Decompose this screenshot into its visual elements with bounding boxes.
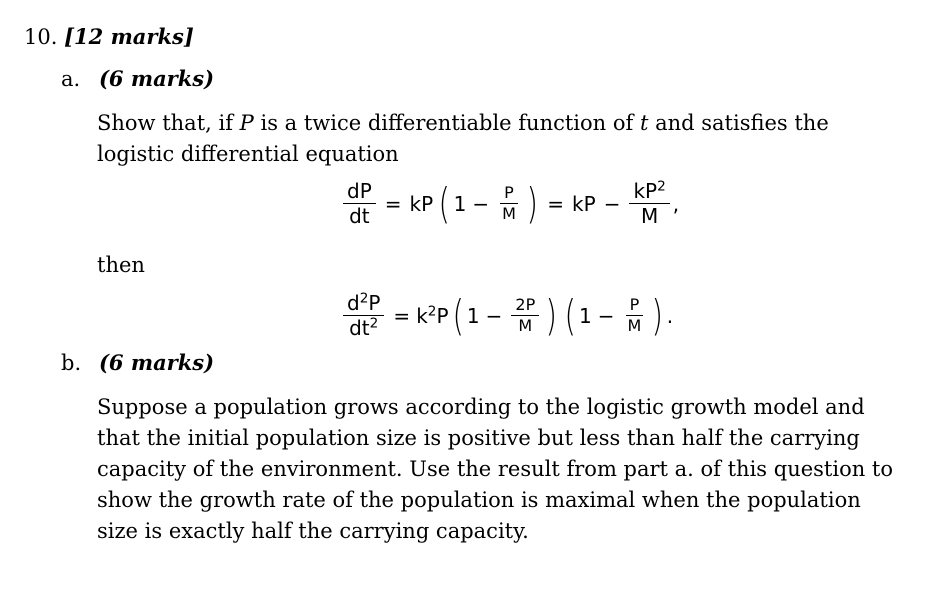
p-symbol: P	[436, 303, 449, 328]
then-word: then	[97, 253, 145, 277]
d-symbol: d	[347, 291, 360, 315]
dp-numerator: dP	[343, 180, 376, 204]
squared-exponent: 2	[657, 178, 666, 195]
d2p-dt2-fraction	[343, 292, 384, 339]
part-b-marks: (6 marks)	[99, 350, 215, 375]
m-denominator: M	[502, 204, 516, 223]
part-a-label	[61, 64, 214, 94]
p-numerator-b: P	[626, 296, 644, 316]
left-paren: (	[438, 178, 451, 228]
kp-base: kP	[633, 179, 658, 203]
d2p-numerator	[343, 292, 384, 316]
question-marks: [12 marks]	[64, 24, 194, 49]
kp2-over-m-fraction	[629, 180, 669, 227]
intro-text-2: is a twice differentiable function of	[253, 111, 640, 135]
dt-exponent: 2	[369, 315, 379, 332]
part-b-text: Suppose a population grows according to the logistic growth model and that the initial population size is positive but less than half the carrying capacity of the environment. Use the result from part a. of this question to show the growth rate of the population is maximal when the population size is exactly half the carrying capacity.	[97, 395, 894, 543]
intro-text-3: and satisfies the logistic differential equation	[97, 111, 829, 166]
left-paren-b: (	[564, 290, 576, 340]
right-paren: )	[526, 178, 538, 228]
left-paren-a: (	[451, 290, 464, 340]
m-denominator-b: M	[627, 316, 642, 335]
period: .	[666, 303, 674, 328]
minus-sign-b: −	[597, 303, 615, 328]
minus-sign-2: −	[603, 191, 621, 216]
one-a: 1	[466, 303, 480, 328]
part-b-letter: b.	[61, 351, 82, 375]
right-paren-a: )	[545, 290, 558, 340]
equals-sign: =	[384, 191, 402, 216]
p-over-m-fraction-b	[624, 296, 646, 335]
kp2-numerator	[629, 180, 669, 204]
comma: ,	[672, 191, 680, 216]
minus-sign-a: −	[485, 303, 503, 328]
p-over-m-fraction	[498, 184, 520, 223]
part-a-marks: (6 marks)	[99, 66, 215, 91]
dp-dt-fraction	[343, 180, 376, 227]
m-denominator-2: M	[640, 204, 659, 228]
2p-over-m-fraction	[511, 296, 539, 335]
variable-t: t	[639, 111, 649, 135]
dt-base: dt	[349, 316, 370, 340]
k-exponent: 2	[427, 303, 437, 320]
part-a-letter: a.	[61, 67, 81, 91]
m-denominator-a: M	[518, 316, 533, 335]
variable-p: P	[239, 111, 254, 135]
second-derivative-equation	[340, 292, 673, 339]
logistic-equation	[340, 180, 679, 227]
equals-sign-3: =	[393, 303, 411, 328]
question-number: 10.	[24, 25, 58, 49]
right-paren-b: )	[651, 290, 664, 340]
minus-sign: −	[472, 191, 490, 216]
kp-term-2: kP	[572, 191, 596, 216]
k-symbol: k	[416, 303, 428, 328]
p-variable: P	[368, 291, 381, 315]
p-numerator: P	[500, 184, 518, 204]
dt2-denominator	[345, 316, 382, 339]
d-exponent: 2	[359, 290, 369, 307]
2p-numerator: 2P	[511, 296, 539, 316]
kp-term: kP	[409, 191, 434, 216]
dt-denominator: dt	[349, 204, 370, 228]
part-a-intro	[97, 108, 887, 170]
one: 1	[453, 191, 467, 216]
one-b: 1	[579, 303, 592, 328]
k2p-term	[416, 304, 448, 328]
question-header	[24, 22, 194, 52]
intro-text-1: Show that, if	[97, 111, 240, 135]
part-b-label	[61, 348, 214, 378]
equals-sign-2: =	[547, 191, 565, 216]
